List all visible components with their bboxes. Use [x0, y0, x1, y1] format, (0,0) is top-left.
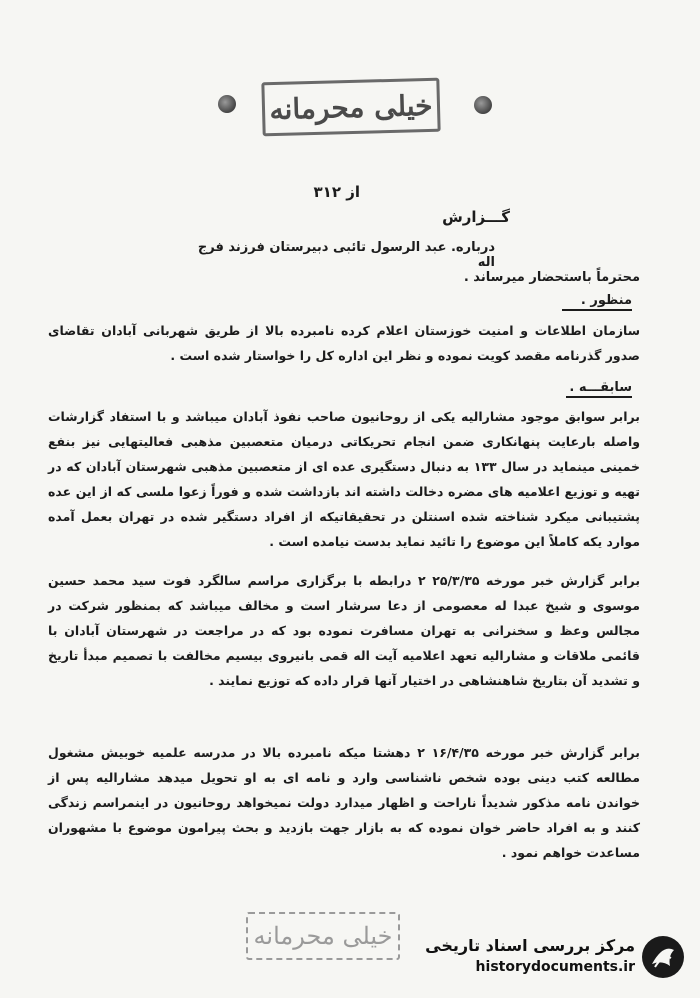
top-stamp: خیلی محرمانه [261, 78, 440, 137]
document-title: گـــزارش [442, 208, 510, 226]
stamp-dot-icon [474, 96, 492, 114]
salutation: محترماً باستحضار میرساند . [463, 270, 640, 285]
section-heading-background: سابقـــه . [566, 380, 632, 398]
archive-website: historydocuments.ir [475, 959, 635, 975]
paragraph: سازمان اطلاعات و امنیت خوزستان اعلام کرده نامبرده بالا از طریق شهربانی آبادان تقاضای صدور گذرنامه مقصد کویت نموده و نظر این اداره کل را خواستار شده است . [48, 323, 640, 363]
paragraph: برابر گزارش خبر مورخه ۱۶/۴/۳۵ ۲ دهشتا میکه نامبرده بالا در مدرسه علمیه خوبیش مشغول مطالعه کتب دینی بوده شخص ناشناسی وارد و نامه ای به او تحویل میدهد مشارالیه پس از خواندن نامه مذکور شدیداً ناراحت و اظهار میدارد دولت نمیخواهد روحانیون در اینمراسم زندگی کنند و به افراد حاضر خوان نموده که به بازار جهت بازدید و بحث پیرامون موضوع با مشهوران مساعدت خواهم نمود . [48, 745, 640, 860]
paragraph: برابر گزارش خبر مورخه ۲۵/۳/۳۵ ۲ درابطه با برگزاری مراسم سالگرد فوت سید محمد حسین موسوی و شیخ عبدا له معصومی از دعا سرشار است و مخالف میباشد که بمنظور شرکت در مجالس وعظ و سخنرانی به تهران مسافرت نموده بود که در مراجعت در شهرستان آبادان با قائمی ملاقات و مشارالیه تعهد اعلامیه آیت اله قمی بانیروی بیسیم مخالفت با تصمیم مبدأ تاریخ و تشدید آن بتاریخ شاهنشاهی در اختیار آنها قرار داده که توزیع نمایند . [48, 573, 641, 688]
section-heading-purpose: منظور . [562, 293, 632, 311]
archive-logo-icon [640, 934, 686, 980]
archive-name: مرکز بررسی اسناد تاریخی [425, 936, 635, 955]
archive-watermark [415, 935, 635, 977]
document-subject: درباره. عبد الرسول تائبی دبیرستان فرزند فرج اله [197, 240, 495, 270]
stamp-dot-icon [218, 95, 236, 113]
bottom-stamp: خیلی محرمانه [246, 912, 400, 960]
reference-number: از ۳۱۲ [313, 183, 360, 201]
paragraph: برابر سوابق موجود مشارالیه یکی از روحانیون صاحب نفوذ آبادان میباشد و با استفاد گزارشات واصله بارعایت پنهانکاری ضمن انجام تحریکاتی درمیان متعصبین مذهبی فعالیتهایی نیز بنفع خمینی مینماید در سال ۱۳۳ به دنبال دستگیری عده ای از متعصبین مذهبی شهرستان آبادان که در تهیه و توزیع اعلامیه های مضره دخالت داشته اند بازداشت شده و فوراً زعوا ملسی که از این عده پشتیبانی میکرد شناخته شده اسنتلن در تحقیقاتیکه از افراد دستگیر شده در تهران بعمل آمده موارد یکه کاملاً این موضوع را تائید نماید بدست نیامده است . [48, 409, 640, 549]
